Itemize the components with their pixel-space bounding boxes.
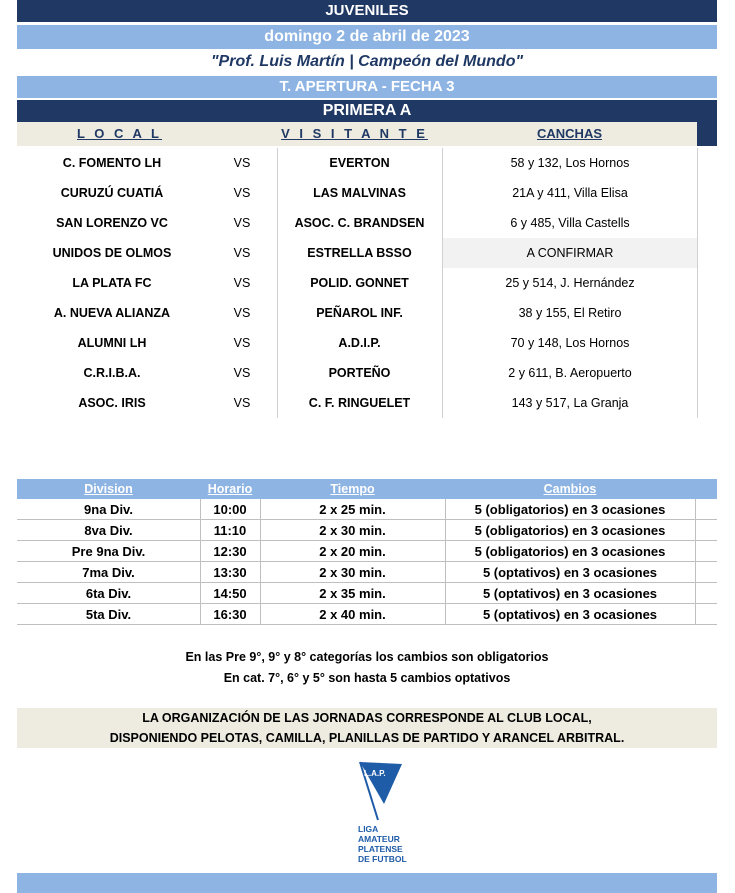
column-local: L O C A L	[76, 126, 163, 141]
match-visitor: LAS MALVINAS	[313, 186, 406, 200]
match-row	[17, 328, 717, 358]
match-visitor: A.D.I.P.	[338, 336, 381, 350]
match-vs: VS	[233, 366, 251, 380]
schedule-time: 14:50	[213, 586, 247, 601]
match-local: ALUMNI LH	[77, 336, 147, 350]
schedule-subs: 5 (obligatorios) en 3 ocasiones	[474, 544, 666, 559]
divider	[697, 268, 698, 298]
logo-line-2: AMATEUR	[358, 834, 400, 844]
schedule-division: 5ta Div.	[85, 607, 132, 622]
schedule-time: 13:30	[213, 565, 247, 580]
divider	[695, 562, 696, 583]
schedule-time: 10:00	[213, 502, 247, 517]
note-line-1: En las Pre 9°, 9° y 8° categorías los cambios son obligatorios	[185, 650, 549, 664]
division-title: PRIMERA A	[17, 100, 717, 122]
note-line-2: En cat. 7°, 6° y 5° son hasta 5 cambios optativos	[223, 671, 511, 685]
match-vs: VS	[233, 216, 251, 230]
divider	[695, 583, 696, 604]
divider	[697, 238, 698, 268]
divider	[695, 499, 696, 520]
column-subs: Cambios	[543, 482, 597, 496]
schedule-header	[17, 479, 717, 499]
schedule-subs: 5 (obligatorios) en 3 ocasiones	[474, 523, 666, 538]
match-row	[17, 208, 717, 238]
page-title: JUVENILES	[17, 0, 717, 22]
column-duration: Tiempo	[330, 482, 375, 496]
match-vs: VS	[233, 246, 251, 260]
divider	[697, 388, 698, 418]
divider	[697, 298, 698, 328]
match-vs: VS	[233, 186, 251, 200]
header-accent	[697, 122, 717, 146]
match-venue: 21A y 411, Villa Elisa	[512, 186, 628, 200]
schedule-division: 7ma Div.	[82, 565, 135, 580]
schedule-subs: 5 (optativos) en 3 ocasiones	[482, 586, 658, 601]
logo-line-1: LIGA	[358, 824, 379, 834]
match-venue: A CONFIRMAR	[443, 238, 697, 268]
match-venue: 25 y 514, J. Hernández	[505, 276, 635, 290]
organization-notice	[17, 708, 717, 748]
schedule-subs: 5 (optativos) en 3 ocasiones	[482, 565, 658, 580]
organization-line-1: LA ORGANIZACIÓN DE LAS JORNADAS CORRESPONDE AL CLUB LOCAL,	[142, 711, 592, 725]
schedule-row	[17, 583, 717, 604]
match-visitor: ESTRELLA BSSO	[307, 246, 412, 260]
match-row	[17, 178, 717, 208]
match-local: UNIDOS DE OLMOS	[52, 246, 172, 260]
match-visitor: PEÑAROL INF.	[316, 306, 403, 320]
column-venue: CANCHAS	[537, 126, 602, 141]
tournament-round: T. APERTURA - FECHA 3	[17, 76, 717, 98]
match-local: CURUZÚ CUATIÁ	[60, 186, 164, 200]
logo-flag-text: L.A.P.	[364, 769, 386, 778]
column-visitor: V I S I T A N T E	[281, 126, 428, 141]
match-row	[17, 148, 717, 178]
match-row	[17, 268, 717, 298]
divider	[695, 520, 696, 541]
match-visitor: ASOC. C. BRANDSEN	[294, 216, 425, 230]
match-vs: VS	[233, 276, 251, 290]
match-row	[17, 298, 717, 328]
match-vs: VS	[233, 156, 251, 170]
schedule-division: 9na Div.	[84, 502, 133, 517]
match-visitor: C. F. RINGUELET	[308, 396, 411, 410]
schedule-duration: 2 x 25 min.	[319, 502, 386, 517]
match-visitor: PORTEÑO	[328, 366, 391, 380]
schedule-row	[17, 520, 717, 541]
schedule-division: 6ta Div.	[85, 586, 132, 601]
match-venue: 58 y 132, Los Hornos	[510, 156, 630, 170]
match-venue: 38 y 155, El Retiro	[518, 306, 622, 320]
schedule-time: 12:30	[213, 544, 247, 559]
match-venue: 2 y 611, B. Aeropuerto	[508, 366, 632, 380]
match-local: A. NUEVA ALIANZA	[53, 306, 171, 320]
schedule-time: 16:30	[213, 607, 247, 622]
schedule-duration: 2 x 35 min.	[319, 586, 386, 601]
fixture-header	[17, 122, 697, 146]
schedule-duration: 2 x 20 min.	[319, 544, 386, 559]
divider	[695, 604, 696, 625]
match-row	[17, 238, 717, 268]
divider	[697, 328, 698, 358]
schedule-subs: 5 (optativos) en 3 ocasiones	[482, 607, 658, 622]
divider	[695, 541, 696, 562]
schedule-division: Pre 9na Div.	[71, 544, 146, 559]
match-local: ASOC. IRIS	[78, 396, 146, 410]
logo-line-3: PLATENSE	[358, 844, 403, 854]
schedule-row	[17, 604, 717, 625]
match-local: SAN LORENZO VC	[56, 216, 168, 230]
schedule-duration: 2 x 30 min.	[319, 565, 386, 580]
match-venue: 143 y 517, La Granja	[511, 396, 629, 410]
schedule-duration: 2 x 40 min.	[319, 607, 386, 622]
match-local: C.R.I.B.A.	[83, 366, 141, 380]
match-vs: VS	[233, 306, 251, 320]
match-visitor: EVERTON	[329, 156, 390, 170]
schedule-row	[17, 499, 717, 520]
match-row	[17, 358, 717, 388]
match-row	[17, 388, 717, 418]
column-time: Horario	[207, 482, 253, 496]
schedule-division: 8va Div.	[84, 523, 133, 538]
schedule-duration: 2 x 30 min.	[319, 523, 386, 538]
organization-line-2: DISPONIENDO PELOTAS, CAMILLA, PLANILLAS DE PARTIDO Y ARANCEL ARBITRAL.	[109, 731, 625, 745]
schedule-subs: 5 (obligatorios) en 3 ocasiones	[474, 502, 666, 517]
divider	[697, 148, 698, 178]
match-venue: 70 y 148, Los Hornos	[510, 336, 630, 350]
schedule-row	[17, 562, 717, 583]
footer-bar	[17, 873, 717, 893]
schedule-time: 11:10	[213, 523, 247, 538]
divider	[697, 208, 698, 238]
match-vs: VS	[233, 396, 251, 410]
match-vs: VS	[233, 336, 251, 350]
divider	[697, 358, 698, 388]
match-local: LA PLATA FC	[72, 276, 152, 290]
column-division: Division	[84, 482, 133, 496]
schedule-row	[17, 541, 717, 562]
match-venue: 6 y 485, Villa Castells	[510, 216, 630, 230]
honor-dedication: "Prof. Luis Martín | Campeón del Mundo"	[210, 53, 524, 70]
match-visitor: POLID. GONNET	[310, 276, 409, 290]
match-local: C. FOMENTO LH	[62, 156, 162, 170]
divider	[697, 178, 698, 208]
logo-line-4: DE FUTBOL	[358, 854, 407, 864]
match-date: domingo 2 de abril de 2023	[17, 25, 717, 49]
league-logo	[344, 758, 414, 870]
